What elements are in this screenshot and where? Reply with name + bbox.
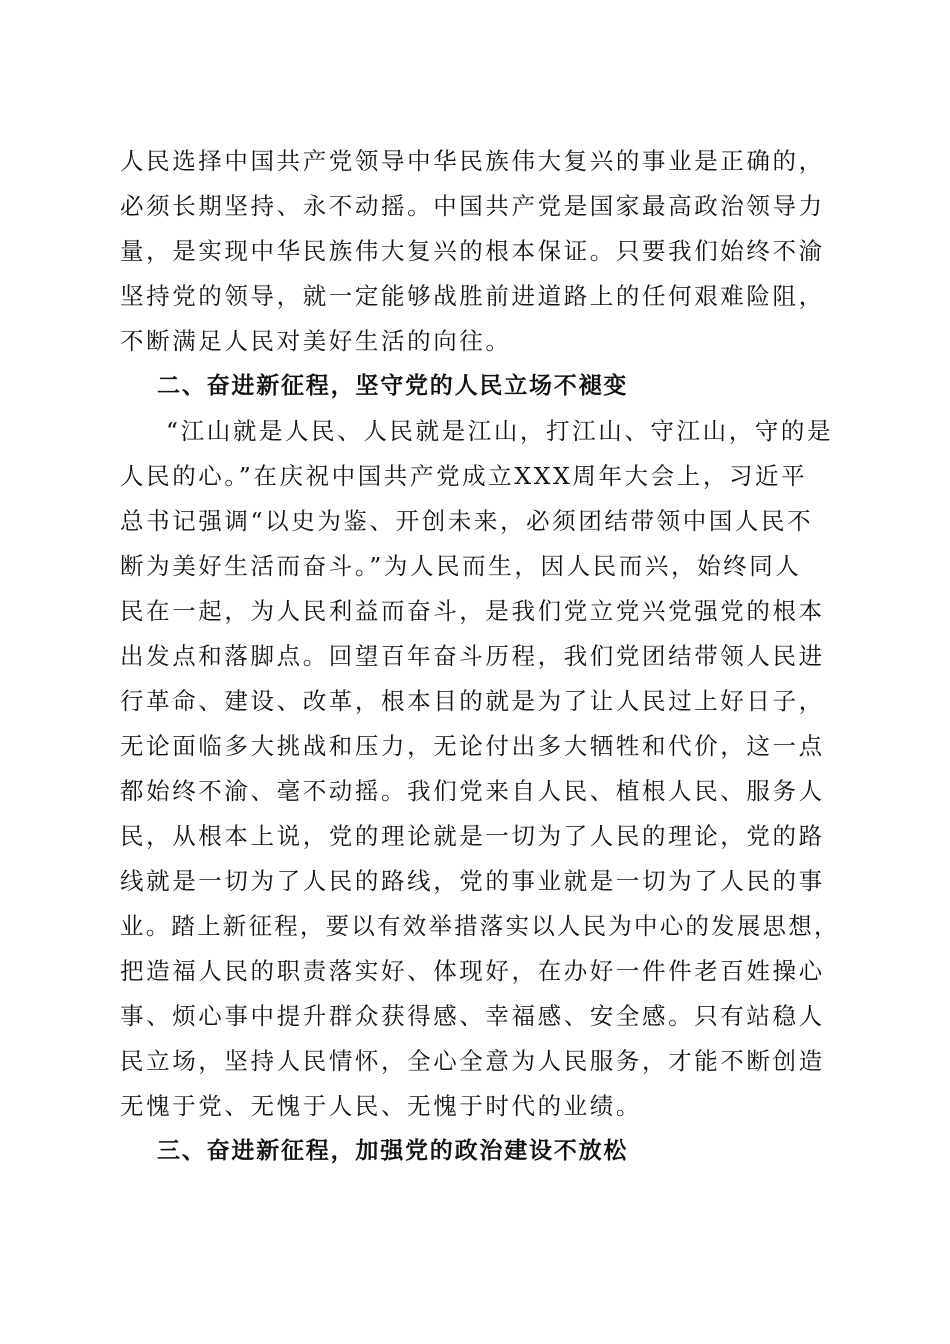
- paragraph-line: 行革命、建设、改革，根本目的就是为了让人民过上好日子，: [120, 687, 825, 715]
- paragraph-line: 出发点和落脚点。回望百年奋斗历程，我们党团结带领人民进: [120, 642, 825, 670]
- paragraph-line: 人民的心。”在庆祝中国共产党成立XXX周年大会上，习近平: [120, 462, 808, 490]
- paragraph-line: 民，从根本上说，党的理论就是一切为了人民的理论，党的路: [120, 822, 825, 850]
- paragraph-line: 量，是实现中华民族伟大复兴的根本保证。只要我们始终不渝: [120, 237, 825, 265]
- paragraph-line: 总书记强调“以史为鉴、开创未来，必须团结带领中国人民不: [120, 507, 814, 535]
- paragraph-line: 民立场，坚持人民情怀，全心全意为人民服务，才能不断创造: [120, 1047, 825, 1075]
- paragraph-line: 事、烦心事中提升群众获得感、幸福感、安全感。只有站稳人: [120, 1002, 825, 1030]
- paragraph-line: 把造福人民的职责落实好、体现好，在办好一件件老百姓操心: [120, 957, 825, 985]
- paragraph-line: 坚持党的领导，就一定能够战胜前进道路上的任何艰难险阻，: [120, 282, 825, 310]
- paragraph-line: 业。踏上新征程，要以有效举措落实以人民为中心的发展思想，: [120, 912, 840, 940]
- paragraph-line: 人民选择中国共产党领导中华民族伟大复兴的事业是正确的，: [120, 147, 825, 175]
- section-heading: 三、奋进新征程，加强党的政治建设不放松: [157, 1138, 629, 1164]
- paragraph-line: 无愧于党、无愧于人民、无愧于时代的业绩。: [120, 1092, 642, 1120]
- paragraph-line: 不断满足人民对美好生活的向往。: [120, 327, 512, 355]
- paragraph-line: “江山就是人民、人民就是江山，打江山、守江山，守的是: [166, 417, 834, 445]
- paragraph-line: 无论面临多大挑战和压力，无论付出多大牺牲和代价，这一点: [120, 732, 825, 760]
- paragraph-line: 断为美好生活而奋斗。”为人民而生，因人民而兴，始终同人: [120, 552, 802, 580]
- paragraph-line: 必须长期坚持、永不动摇。中国共产党是国家最高政治领导力: [120, 192, 825, 220]
- section-heading: 二、奋进新征程，坚守党的人民立场不褪变: [157, 373, 629, 399]
- paragraph-line: 都始终不渝、毫不动摇。我们党来自人民、植根人民、服务人: [120, 777, 825, 805]
- paragraph-line: 民在一起，为人民利益而奋斗，是我们党立党兴党强党的根本: [120, 597, 825, 625]
- paragraph-line: 线就是一切为了人民的路线，党的事业就是一切为了人民的事: [120, 867, 825, 895]
